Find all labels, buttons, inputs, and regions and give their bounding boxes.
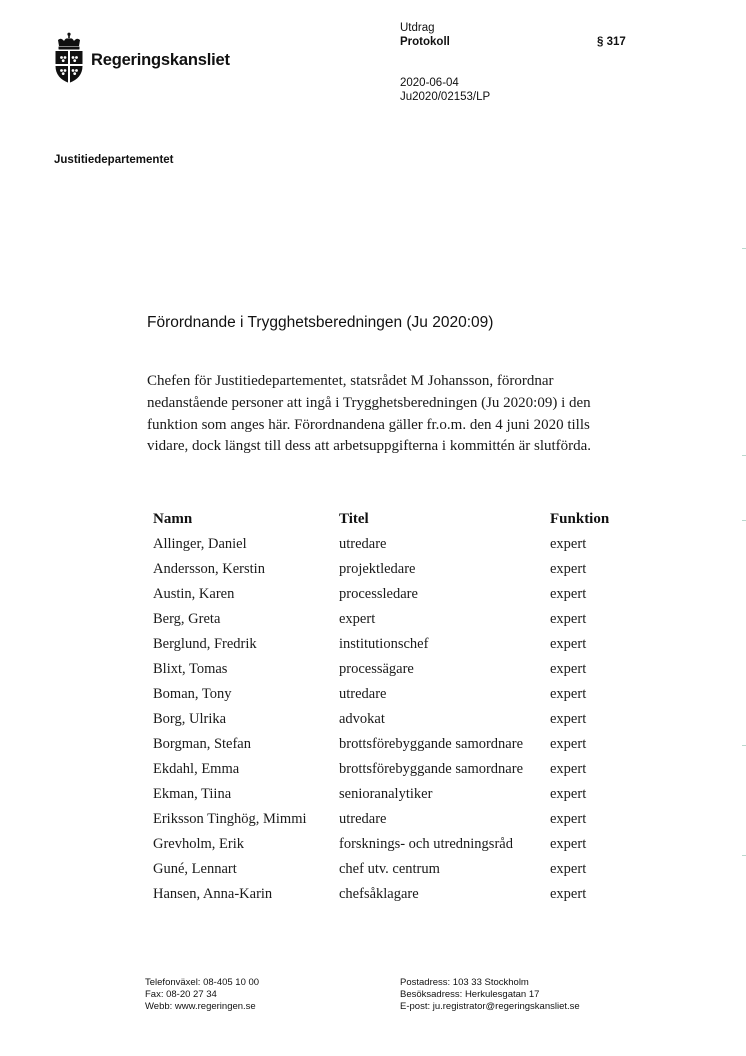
cell-name: Berg, Greta — [153, 611, 221, 627]
footer-email: E-post: ju.registrator@regeringskansliet.se — [400, 1001, 580, 1012]
cell-function: expert — [550, 861, 587, 877]
cell-title: chefsåklagare — [339, 886, 419, 902]
footer-postal: Postadress: 103 33 Stockholm — [400, 977, 529, 988]
column-header-title: Titel — [339, 510, 369, 527]
table-row — [147, 632, 630, 657]
cell-function: expert — [550, 636, 587, 652]
cell-function: expert — [550, 761, 587, 777]
cell-name: Guné, Lennart — [153, 861, 237, 877]
table-row — [147, 557, 630, 582]
cell-title: utredare — [339, 811, 387, 827]
table-row — [147, 782, 630, 807]
cell-title: institutionschef — [339, 636, 429, 652]
page-title: Förordnande i Trygghetsberedningen (Ju 2020:09) — [147, 314, 494, 331]
doc-reference: Ju2020/02153/LP — [400, 91, 491, 103]
table-row — [147, 757, 630, 782]
scan-mark — [742, 455, 746, 456]
table-row — [147, 882, 630, 907]
table-row — [147, 582, 630, 607]
intro-paragraph: Chefen för Justitiedepartementet, statsrådet M Johansson, förordnar nedanstående personer att ingå i Trygghetsberedningen (Ju 2020:09) i den funktion som anges här. Förordnandena gäller fr.o.m. den 4 juni 2020 tills vidare, dock längst till dess att arbetsuppgifterna i kommittén är slutförda. — [147, 373, 592, 455]
scan-mark — [742, 520, 746, 521]
cell-function: expert — [550, 561, 587, 577]
table-row — [147, 532, 630, 557]
table-row — [147, 657, 630, 682]
cell-name: Borgman, Stefan — [153, 736, 251, 752]
cell-name: Austin, Karen — [153, 586, 235, 602]
table-row — [147, 807, 630, 832]
cell-title: processägare — [339, 661, 414, 677]
org-name: Regeringskansliet — [91, 51, 230, 69]
cell-title: expert — [339, 611, 376, 627]
table-row — [147, 682, 630, 707]
cell-name: Allinger, Daniel — [153, 536, 247, 552]
table-header-row — [147, 506, 630, 532]
cell-name: Grevholm, Erik — [153, 836, 245, 852]
doc-type: Utdrag — [400, 22, 435, 34]
members-table — [147, 506, 630, 907]
coat-of-arms-icon — [53, 32, 85, 84]
doc-kind: Protokoll — [400, 36, 450, 48]
cell-title: projektledare — [339, 561, 416, 577]
cell-name: Ekdahl, Emma — [153, 761, 240, 777]
cell-title: utredare — [339, 686, 387, 702]
cell-title: utredare — [339, 536, 387, 552]
footer-web: Webb: www.regeringen.se — [145, 1001, 256, 1012]
cell-function: expert — [550, 711, 587, 727]
footer-phone: Telefonväxel: 08-405 10 00 — [145, 977, 260, 988]
cell-function: expert — [550, 836, 587, 852]
table-row — [147, 707, 630, 732]
paragraph-number: § 317 — [597, 36, 626, 48]
column-header-function: Funktion — [550, 510, 610, 527]
footer-visit: Besöksadress: Herkulesgatan 17 — [400, 989, 540, 1000]
cell-name: Blixt, Tomas — [153, 661, 228, 677]
cell-function: expert — [550, 886, 587, 902]
scan-mark — [742, 855, 746, 856]
cell-title: advokat — [339, 711, 385, 727]
table-row — [147, 857, 630, 882]
cell-title: processledare — [339, 586, 418, 602]
cell-function: expert — [550, 586, 587, 602]
cell-name: Borg, Ulrika — [153, 711, 227, 727]
cell-title: senioranalytiker — [339, 786, 433, 802]
scan-mark — [742, 745, 746, 746]
column-header-name: Namn — [153, 510, 193, 527]
cell-name: Eriksson Tinghög, Mimmi — [153, 811, 307, 827]
regeringskansliet-logo — [53, 32, 233, 88]
cell-function: expert — [550, 536, 587, 552]
cell-function: expert — [550, 686, 587, 702]
cell-function: expert — [550, 611, 587, 627]
cell-name: Boman, Tony — [153, 686, 232, 702]
cell-title: chef utv. centrum — [339, 861, 440, 877]
cell-name: Andersson, Kerstin — [153, 561, 265, 577]
table-body — [147, 532, 630, 907]
cell-function: expert — [550, 811, 587, 827]
cell-function: expert — [550, 786, 587, 802]
cell-name: Hansen, Anna-Karin — [153, 886, 273, 902]
cell-function: expert — [550, 661, 587, 677]
cell-name: Ekman, Tiina — [153, 786, 232, 802]
cell-title: brottsförebyggande samordnare — [339, 761, 524, 777]
footer-fax: Fax: 08-20 27 34 — [145, 989, 217, 1000]
table-row — [147, 732, 630, 757]
table-row — [147, 607, 630, 632]
doc-date: 2020-06-04 — [400, 77, 459, 89]
cell-function: expert — [550, 736, 587, 752]
cell-title: brottsförebyggande samordnare — [339, 736, 524, 752]
cell-title: forsknings- och utredningsråd — [339, 836, 513, 852]
department: Justitiedepartementet — [54, 154, 174, 166]
table-row — [147, 832, 630, 857]
cell-name: Berglund, Fredrik — [153, 636, 257, 652]
scan-mark — [742, 248, 746, 249]
